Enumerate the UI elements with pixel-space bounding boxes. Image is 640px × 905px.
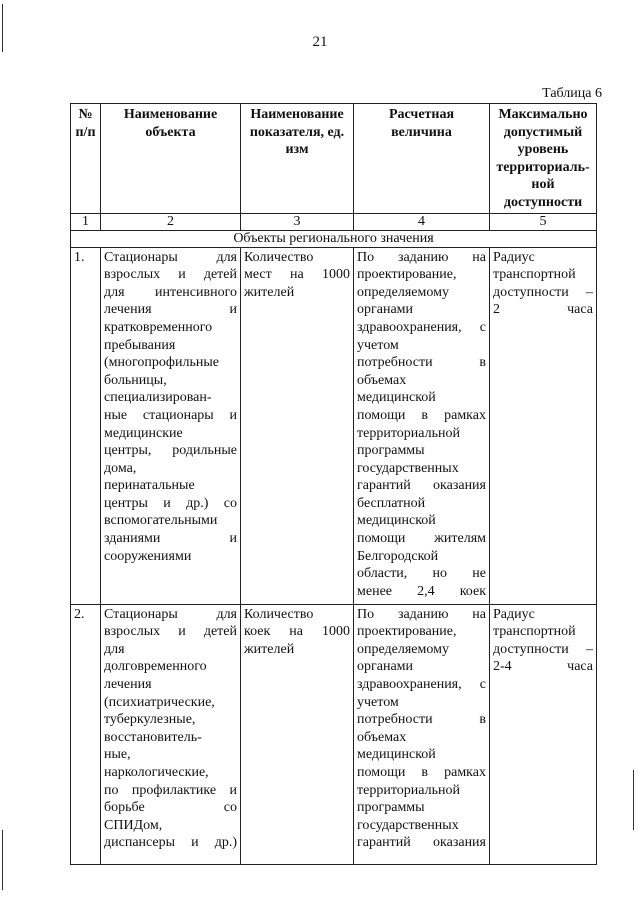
data-table	[70, 103, 597, 865]
cell-line: медицинской	[357, 747, 436, 763]
cell-line: учетом	[357, 694, 399, 710]
cell-line: центры и др.) со	[104, 495, 237, 511]
cell-line: туберкулезные,	[104, 712, 196, 728]
cell-line: величина	[391, 124, 452, 140]
cell-line: изм	[285, 142, 309, 158]
cell-line: доступности	[503, 194, 583, 210]
cell-line: уровень	[517, 142, 569, 158]
cell-line: 2 часа	[493, 302, 593, 318]
cell-line: больницы,	[104, 372, 167, 388]
cell-line: долговременного	[104, 659, 207, 675]
cell-line: ной	[531, 177, 555, 193]
cell-line: взрослых и детей	[104, 624, 237, 640]
column-number: 1	[71, 213, 101, 230]
table-row	[71, 604, 597, 864]
cell-line: вспомогательными	[104, 513, 218, 529]
indicator	[241, 247, 354, 604]
cell-line: объемах	[357, 372, 407, 388]
column-number: 3	[241, 213, 354, 230]
cell-line: объекта	[145, 124, 196, 140]
cell-line: пребывания	[104, 337, 176, 353]
cell-line: центры, родильные	[104, 443, 237, 459]
object-name	[101, 247, 241, 604]
cell-line: дома,	[104, 460, 137, 476]
header-col3	[241, 104, 354, 214]
max-accessibility	[490, 604, 597, 864]
cell-line: жителей	[244, 641, 295, 657]
page-number: 21	[312, 34, 328, 50]
cell-line: для интенсивного	[104, 284, 237, 300]
cell-line: проектирование,	[357, 624, 457, 640]
cell-line: области, но не	[357, 566, 486, 582]
row-number: 2.	[71, 604, 101, 864]
cell-line: показателя, ед.	[249, 124, 345, 140]
calculated-value	[354, 247, 490, 604]
table-caption: Таблица 6	[542, 86, 602, 101]
cell-line: программы	[357, 443, 425, 459]
cell-line: медицинские	[104, 425, 183, 441]
cell-line: диспансеры и др.)	[104, 835, 237, 851]
cell-line: доступности –	[493, 641, 593, 657]
cell-line: Расчетная	[388, 107, 455, 122]
cell-line: Стационары для	[104, 606, 237, 622]
cell-line: медицинской	[357, 390, 436, 406]
cell-line: проектирование,	[357, 267, 457, 283]
cell-line: медицинской	[357, 513, 436, 529]
cell-line: коек на 1000	[244, 624, 350, 640]
header-col4	[354, 104, 490, 214]
cell-line: территориальной	[357, 425, 460, 441]
cell-line: ные стационары и	[104, 407, 237, 423]
column-number: 2	[101, 213, 241, 230]
cell-line: определяемому	[357, 284, 449, 300]
cell-line: потребности в	[357, 712, 486, 728]
cell-line: Стационары для	[104, 249, 237, 265]
cell-line: (психиатрические,	[104, 694, 215, 710]
cell-line: взрослых и детей	[104, 267, 237, 283]
section-title: Объекты регионального значения	[71, 230, 597, 247]
column-number: 5	[490, 213, 597, 230]
table-row	[71, 247, 597, 604]
cell-line: №	[78, 107, 93, 122]
cell-line: по профилактике и	[104, 782, 237, 798]
cell-line: программы	[357, 800, 425, 816]
cell-line: доступности –	[493, 284, 593, 300]
cell-line: территориальной	[357, 782, 460, 798]
cell-line: восстановитель-	[104, 729, 202, 745]
cell-line: здравоохранения, с	[357, 676, 486, 692]
cell-line: учетом	[357, 337, 399, 353]
cell-line: Максимально	[498, 107, 588, 122]
cell-line: лечения	[104, 676, 152, 692]
scan-edge-mark	[2, 4, 3, 52]
cell-line: определяемому	[357, 641, 449, 657]
max-accessibility	[490, 247, 597, 604]
cell-line: наркологические,	[104, 764, 209, 780]
cell-line: Наименование	[250, 107, 344, 122]
cell-line: Количество	[244, 606, 314, 622]
cell-line: сооружениями	[104, 548, 192, 564]
cell-line: территориаль-	[496, 159, 590, 175]
cell-line: помощи в рамках	[357, 407, 486, 423]
calculated-value	[354, 604, 490, 864]
cell-line: жителей	[244, 284, 295, 300]
cell-line: органами	[357, 302, 414, 318]
cell-line: борьбе со	[104, 800, 237, 816]
cell-line: помощи в рамках	[357, 764, 486, 780]
indicator	[241, 604, 354, 864]
cell-line: По заданию на	[357, 249, 486, 265]
cell-line: бесплатной	[357, 495, 426, 511]
cell-line: Радиус	[493, 606, 535, 622]
cell-line: перинатальные	[104, 478, 195, 494]
header-row	[71, 104, 597, 214]
cell-line: менее 2,4 коек	[357, 583, 486, 599]
column-numbers-row	[71, 213, 597, 230]
row-number: 1.	[71, 247, 101, 604]
cell-line: органами	[357, 659, 414, 675]
column-number: 4	[354, 213, 490, 230]
cell-line: помощи жителям	[357, 531, 486, 547]
cell-line: 2-4 часа	[493, 659, 593, 675]
cell-line: для	[104, 641, 125, 657]
cell-line: (многопрофильные	[104, 355, 219, 371]
cell-line: государственных	[357, 460, 459, 476]
cell-line: зданиями и	[104, 531, 237, 547]
cell-line: п/п	[75, 124, 96, 140]
cell-line: Радиус	[493, 249, 535, 265]
cell-line: Количество	[244, 249, 314, 265]
cell-line: Белгородской	[357, 548, 439, 564]
cell-line: гарантий оказания	[357, 478, 486, 494]
cell-line: гарантий оказания	[357, 835, 486, 851]
cell-line: ные,	[104, 747, 131, 763]
scan-edge-mark	[633, 770, 634, 830]
cell-line: мест на 1000	[244, 267, 350, 283]
cell-line: допустимый	[503, 124, 583, 140]
cell-line: Наименование	[123, 107, 218, 122]
cell-line: СПИДом,	[104, 817, 163, 833]
cell-line: По заданию на	[357, 606, 486, 622]
cell-line: здравоохранения, с	[357, 319, 486, 335]
cell-line: кратковременного	[104, 319, 213, 335]
cell-line: транспортной	[493, 267, 576, 283]
cell-line: объемах	[357, 729, 407, 745]
cell-line: государственных	[357, 817, 459, 833]
cell-line: специализирован-	[104, 390, 212, 406]
cell-line: лечения и	[104, 302, 237, 318]
cell-line: транспортной	[493, 624, 576, 640]
scan-edge-mark	[2, 830, 3, 890]
header-col1	[71, 104, 101, 214]
header-col2	[101, 104, 241, 214]
header-col5	[490, 104, 597, 214]
cell-line: потребности в	[357, 355, 486, 371]
object-name	[101, 604, 241, 864]
section-row	[71, 230, 597, 247]
